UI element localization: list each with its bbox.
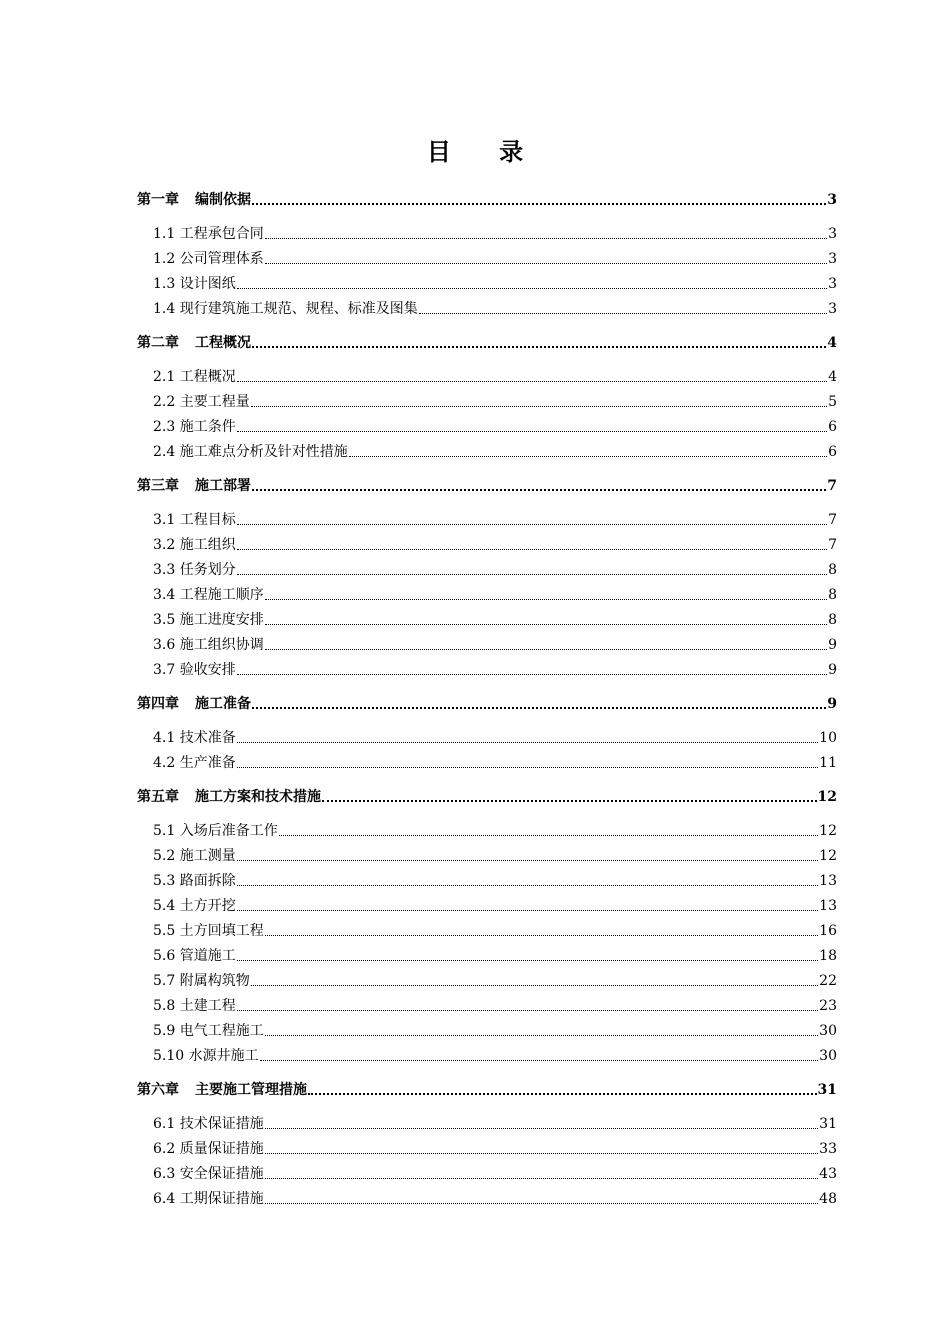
toc-entry-label: 6.4 工期保证措施 bbox=[153, 1191, 264, 1207]
toc-chapter-title: 编制依据 bbox=[195, 192, 251, 208]
dot-leader bbox=[265, 649, 827, 650]
toc-page-number: 10 bbox=[819, 730, 837, 746]
dot-leader bbox=[265, 624, 827, 625]
dot-leader bbox=[265, 1128, 818, 1129]
toc-section-entry[interactable] bbox=[137, 243, 837, 268]
toc-section-entry[interactable] bbox=[137, 604, 837, 629]
toc-section-entry[interactable] bbox=[137, 654, 837, 679]
toc-entry-label bbox=[137, 191, 251, 209]
dot-leader bbox=[237, 860, 818, 861]
dot-leader bbox=[252, 346, 826, 348]
toc-page-number: 9 bbox=[828, 662, 837, 678]
toc-page-number: 4 bbox=[827, 335, 837, 351]
table-of-contents bbox=[137, 184, 837, 1208]
dot-leader bbox=[237, 960, 818, 961]
toc-page-number: 3 bbox=[828, 276, 837, 292]
toc-section-entry[interactable] bbox=[137, 411, 837, 436]
toc-page-number: 7 bbox=[828, 512, 837, 528]
toc-entry-label: 6.1 技术保证措施 bbox=[153, 1116, 264, 1132]
toc-section-entry[interactable] bbox=[137, 890, 837, 915]
toc-entry-label: 2.3 施工条件 bbox=[153, 419, 236, 435]
toc-entry-label: 1.2 公司管理体系 bbox=[153, 251, 264, 267]
toc-entry-label bbox=[137, 334, 251, 352]
dot-leader bbox=[252, 489, 826, 491]
toc-page-number: 31 bbox=[817, 1082, 837, 1098]
toc-entry-label: 5.1 入场后准备工作 bbox=[153, 823, 278, 839]
toc-chapter-entry[interactable] bbox=[137, 327, 837, 352]
toc-section-entry[interactable] bbox=[137, 554, 837, 579]
dot-leader bbox=[237, 742, 818, 743]
toc-page-number: 8 bbox=[828, 562, 837, 578]
toc-page-number: 23 bbox=[819, 998, 837, 1014]
dot-leader bbox=[265, 1153, 818, 1154]
dot-leader bbox=[237, 549, 827, 550]
dot-leader bbox=[308, 1093, 817, 1095]
toc-entry-label: 1.3 设计图纸 bbox=[153, 276, 236, 292]
toc-section-entry[interactable] bbox=[137, 865, 837, 890]
toc-entry-label: 3.2 施工组织 bbox=[153, 537, 236, 553]
dot-leader bbox=[237, 1010, 818, 1011]
toc-entry-label: 5.5 土方回填工程 bbox=[153, 923, 264, 939]
toc-page-number: 22 bbox=[819, 973, 837, 989]
toc-section-entry[interactable] bbox=[137, 940, 837, 965]
toc-page-number: 8 bbox=[828, 587, 837, 603]
toc-section-entry[interactable] bbox=[137, 386, 837, 411]
dot-leader bbox=[265, 935, 818, 936]
toc-section-entry[interactable] bbox=[137, 747, 837, 772]
dot-leader bbox=[265, 238, 827, 239]
toc-page-number: 13 bbox=[819, 873, 837, 889]
toc-section-entry[interactable] bbox=[137, 722, 837, 747]
toc-section-entry[interactable] bbox=[137, 965, 837, 990]
toc-entry-label: 1.4 现行建筑施工规范、规程、标准及图集 bbox=[153, 301, 418, 317]
toc-page-number: 12 bbox=[817, 789, 837, 805]
dot-leader bbox=[419, 313, 827, 314]
dot-leader bbox=[251, 406, 827, 407]
toc-section-entry[interactable] bbox=[137, 915, 837, 940]
toc-chapter-title: 主要施工管理措施 bbox=[195, 1082, 307, 1098]
toc-page-number: 8 bbox=[828, 612, 837, 628]
toc-page-number: 33 bbox=[819, 1141, 837, 1157]
toc-page-number: 3 bbox=[828, 251, 837, 267]
toc-chapter-entry[interactable] bbox=[137, 1074, 837, 1099]
dot-leader bbox=[349, 456, 827, 457]
dot-leader bbox=[265, 1203, 818, 1204]
toc-page-number: 5 bbox=[828, 394, 837, 410]
dot-leader bbox=[265, 1178, 818, 1179]
toc-section-entry[interactable] bbox=[137, 629, 837, 654]
dot-leader bbox=[265, 263, 827, 264]
toc-entry-label bbox=[137, 1081, 307, 1099]
toc-page-number: 12 bbox=[819, 848, 837, 864]
toc-entry-label: 4.2 生产准备 bbox=[153, 755, 236, 771]
toc-section-entry[interactable] bbox=[137, 815, 837, 840]
toc-section-entry[interactable] bbox=[137, 1133, 837, 1158]
toc-entry-label: 3.3 任务划分 bbox=[153, 562, 236, 578]
dot-leader bbox=[322, 800, 817, 802]
dot-leader bbox=[237, 885, 818, 886]
toc-page-number: 3 bbox=[828, 301, 837, 317]
toc-entry-label: 5.9 电气工程施工 bbox=[153, 1023, 264, 1039]
toc-section-entry[interactable] bbox=[137, 504, 837, 529]
toc-chapter-title: 施工准备 bbox=[195, 696, 251, 712]
toc-section-entry[interactable] bbox=[137, 529, 837, 554]
toc-page-number: 30 bbox=[819, 1023, 837, 1039]
toc-entry-label: 1.1 工程承包合同 bbox=[153, 226, 264, 242]
toc-section-entry[interactable] bbox=[137, 1108, 837, 1133]
toc-entry-label: 2.2 主要工程量 bbox=[153, 394, 250, 410]
toc-page-number: 4 bbox=[828, 369, 837, 385]
toc-page-number: 3 bbox=[828, 226, 837, 242]
dot-leader bbox=[265, 1035, 818, 1036]
toc-section-entry[interactable] bbox=[137, 436, 837, 461]
toc-section-entry[interactable] bbox=[137, 268, 837, 293]
toc-section-entry[interactable] bbox=[137, 218, 837, 243]
toc-page-number: 43 bbox=[819, 1166, 837, 1182]
toc-section-entry[interactable] bbox=[137, 1015, 837, 1040]
dot-leader bbox=[237, 910, 818, 911]
dot-leader bbox=[237, 288, 827, 289]
dot-leader bbox=[279, 835, 818, 836]
toc-section-entry[interactable] bbox=[137, 1040, 837, 1065]
dot-leader bbox=[237, 381, 827, 382]
toc-entry-label: 5.2 施工测量 bbox=[153, 848, 236, 864]
dot-leader bbox=[260, 1060, 819, 1061]
toc-page-number: 31 bbox=[819, 1116, 837, 1132]
dot-leader bbox=[251, 985, 818, 986]
dot-leader bbox=[237, 574, 827, 575]
toc-entry-label bbox=[137, 695, 251, 713]
toc-entry-label: 5.8 土建工程 bbox=[153, 998, 236, 1014]
toc-page-number: 30 bbox=[819, 1048, 837, 1064]
dot-leader bbox=[252, 203, 826, 205]
dot-leader bbox=[237, 767, 818, 768]
toc-entry-label: 5.6 管道施工 bbox=[153, 948, 236, 964]
toc-entry-label: 5.7 附属构筑物 bbox=[153, 973, 250, 989]
dot-leader bbox=[237, 431, 827, 432]
toc-chapter-number: 第五章 bbox=[137, 789, 179, 805]
toc-page-number: 3 bbox=[827, 192, 837, 208]
toc-section-entry[interactable] bbox=[137, 1158, 837, 1183]
toc-chapter-entry[interactable] bbox=[137, 470, 837, 495]
toc-page-number: 7 bbox=[827, 478, 837, 494]
dot-leader bbox=[252, 707, 826, 709]
toc-chapter-number: 第一章 bbox=[137, 192, 179, 208]
toc-chapter-entry[interactable] bbox=[137, 781, 837, 806]
toc-chapter-entry[interactable] bbox=[137, 184, 837, 209]
toc-section-entry[interactable] bbox=[137, 990, 837, 1015]
toc-page-number: 13 bbox=[819, 898, 837, 914]
toc-chapter-number: 第二章 bbox=[137, 335, 179, 351]
toc-entry-label: 6.3 安全保证措施 bbox=[153, 1166, 264, 1182]
toc-entry-label: 5.3 路面拆除 bbox=[153, 873, 236, 889]
toc-section-entry[interactable] bbox=[137, 293, 837, 318]
toc-section-entry[interactable] bbox=[137, 579, 837, 604]
toc-page-number: 6 bbox=[828, 419, 837, 435]
dot-leader bbox=[265, 599, 827, 600]
toc-page-number: 16 bbox=[819, 923, 837, 939]
toc-entry-label: 3.4 工程施工顺序 bbox=[153, 587, 264, 603]
toc-page-number: 7 bbox=[828, 537, 837, 553]
toc-page-number: 9 bbox=[827, 696, 837, 712]
toc-section-entry[interactable] bbox=[137, 1183, 837, 1208]
toc-chapter-number: 第三章 bbox=[137, 478, 179, 494]
toc-entry-label: 3.6 施工组织协调 bbox=[153, 637, 264, 653]
toc-section-entry[interactable] bbox=[137, 361, 837, 386]
toc-entry-label: 5.10 水源井施工 bbox=[153, 1048, 259, 1064]
toc-page-number: 6 bbox=[828, 444, 837, 460]
toc-page-number: 18 bbox=[819, 948, 837, 964]
toc-entry-label: 2.1 工程概况 bbox=[153, 369, 236, 385]
toc-entry-label bbox=[137, 477, 251, 495]
toc-page-number: 11 bbox=[819, 755, 837, 771]
toc-entry-label bbox=[137, 788, 321, 806]
toc-entry-label: 2.4 施工难点分析及针对性措施 bbox=[153, 444, 348, 460]
toc-entry-label: 5.4 土方开挖 bbox=[153, 898, 236, 914]
toc-chapter-title: 施工方案和技术措施 bbox=[195, 789, 321, 805]
dot-leader bbox=[237, 524, 827, 525]
toc-entry-label: 6.2 质量保证措施 bbox=[153, 1141, 264, 1157]
toc-entry-label: 4.1 技术准备 bbox=[153, 730, 236, 746]
toc-page-number: 9 bbox=[828, 637, 837, 653]
toc-chapter-entry[interactable] bbox=[137, 688, 837, 713]
toc-section-entry[interactable] bbox=[137, 840, 837, 865]
toc-chapter-number: 第四章 bbox=[137, 696, 179, 712]
toc-entry-label: 3.7 验收安排 bbox=[153, 662, 236, 678]
toc-chapter-title: 工程概况 bbox=[195, 335, 251, 351]
toc-chapter-number: 第六章 bbox=[137, 1082, 179, 1098]
toc-page-number: 48 bbox=[819, 1191, 837, 1207]
toc-chapter-title: 施工部署 bbox=[195, 478, 251, 494]
toc-page-number: 12 bbox=[819, 823, 837, 839]
toc-title: 目 录 bbox=[426, 137, 544, 166]
toc-entry-label: 3.1 工程目标 bbox=[153, 512, 236, 528]
toc-entry-label: 3.5 施工进度安排 bbox=[153, 612, 264, 628]
dot-leader bbox=[237, 674, 827, 675]
